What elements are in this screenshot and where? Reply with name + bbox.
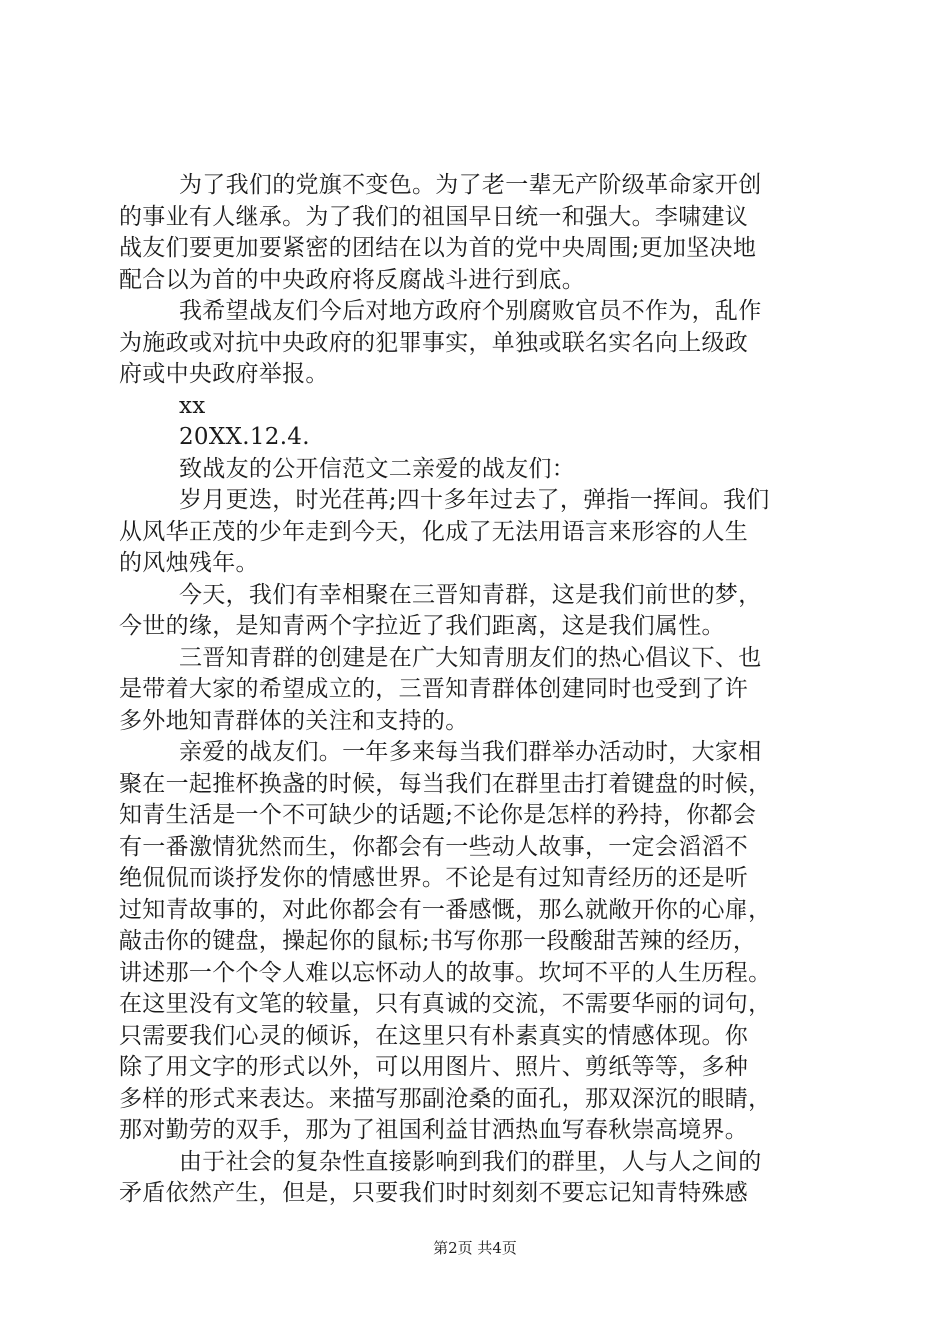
letter-body <box>119 170 831 1210</box>
text-line: 亲爱的战友们。一年多来每当我们群举办活动时，大家相 <box>179 739 762 765</box>
text-line: 敲击你的键盘，操起你的鼠标;书写你那一段酸甜苦辣的经历， <box>119 928 757 954</box>
text-line: 岁月更迭，时光荏苒;四十多年过去了，弹指一挥间。我们 <box>179 487 770 513</box>
text-line: 那对勤劳的双手，那为了祖国利益甘洒热血写春秋崇高境界。 <box>119 1117 749 1143</box>
text-line: 矛盾依然产生，但是，只要我们时时刻刻不要忘记知青特殊感 <box>119 1180 749 1206</box>
text-line: 战友们要更加要紧密的团结在以为首的党中央周围;更加坚决地 <box>119 235 757 261</box>
text-line: 是带着大家的希望成立的，三晋知青群体创建同时也受到了许 <box>119 676 749 702</box>
text-line: 配合以为首的中央政府将反腐战斗进行到底。 <box>119 266 585 293</box>
text-line: 今天，我们有幸相聚在三晋知青群，这是我们前世的梦， <box>179 581 762 608</box>
text-line: 绝侃侃而谈抒发你的情感世界。不论是有过知青经历的还是听 <box>119 865 749 891</box>
signature-date: 20XX.12.4. <box>179 424 310 450</box>
text-line: 今世的缘，是知青两个字拉近了我们距离，这是我们属性。 <box>119 613 725 639</box>
page-number-footer: 第2页 共4页 <box>433 1239 517 1257</box>
section-heading: 致战友的公开信范文二亲爱的战友们： <box>179 455 576 482</box>
text-line: 由于社会的复杂性直接影响到我们的群里，人与人之间的 <box>179 1148 762 1175</box>
text-line: 聚在一起推杯换盏的时候，每当我们在群里击打着键盘的时候， <box>119 770 772 797</box>
text-line: 三晋知青群的创建是在广大知青朋友们的热心倡议下、也 <box>179 644 762 671</box>
text-line: 除了用文字的形式以外，可以用图片、照片、剪纸等等，多种 <box>119 1054 749 1080</box>
text-line: 多样的形式来表达。来描写那副沧桑的面孔，那双深沉的眼睛， <box>119 1085 772 1112</box>
text-line: 府或中央政府举报。 <box>119 361 329 387</box>
text-line: 有一番激情犹然而生，你都会有一些动人故事，一定会滔滔不 <box>119 833 749 860</box>
text-line: 讲述那一个个令人难以忘怀动人的故事。坎坷不平的人生历程。 <box>119 959 772 986</box>
text-line: 多外地知青群体的关注和支持的。 <box>119 707 469 734</box>
text-line: 在这里没有文笔的较量，只有真诚的交流，不需要华丽的词句， <box>119 991 772 1017</box>
text-line: 知青生活是一个不可缺少的话题;不论你是怎样的矜持，你都会 <box>119 802 757 828</box>
text-line: 为施政或对抗中央政府的犯罪事实，单独或联名实名向上级政 <box>119 329 749 356</box>
text-line: 为了我们的党旗不变色。为了老一辈无产阶级革命家开创 <box>179 172 762 198</box>
text-line: 过知青故事的，对此你都会有一番感慨，那么就敞开你的心扉， <box>119 896 772 923</box>
text-line: 只需要我们心灵的倾诉，在这里只有朴素真实的情感体现。你 <box>119 1022 749 1049</box>
text-line: 的风烛残年。 <box>119 550 259 576</box>
signature-name: xx <box>179 392 206 419</box>
text-line: 我希望战友们今后对地方政府个别腐败官员不作为，乱作 <box>179 298 762 324</box>
text-line: 从风华正茂的少年走到今天，化成了无法用语言来形容的人生 <box>119 518 749 545</box>
text-line: 的事业有人继承。为了我们的祖国早日统一和强大。李啸建议 <box>119 203 749 230</box>
